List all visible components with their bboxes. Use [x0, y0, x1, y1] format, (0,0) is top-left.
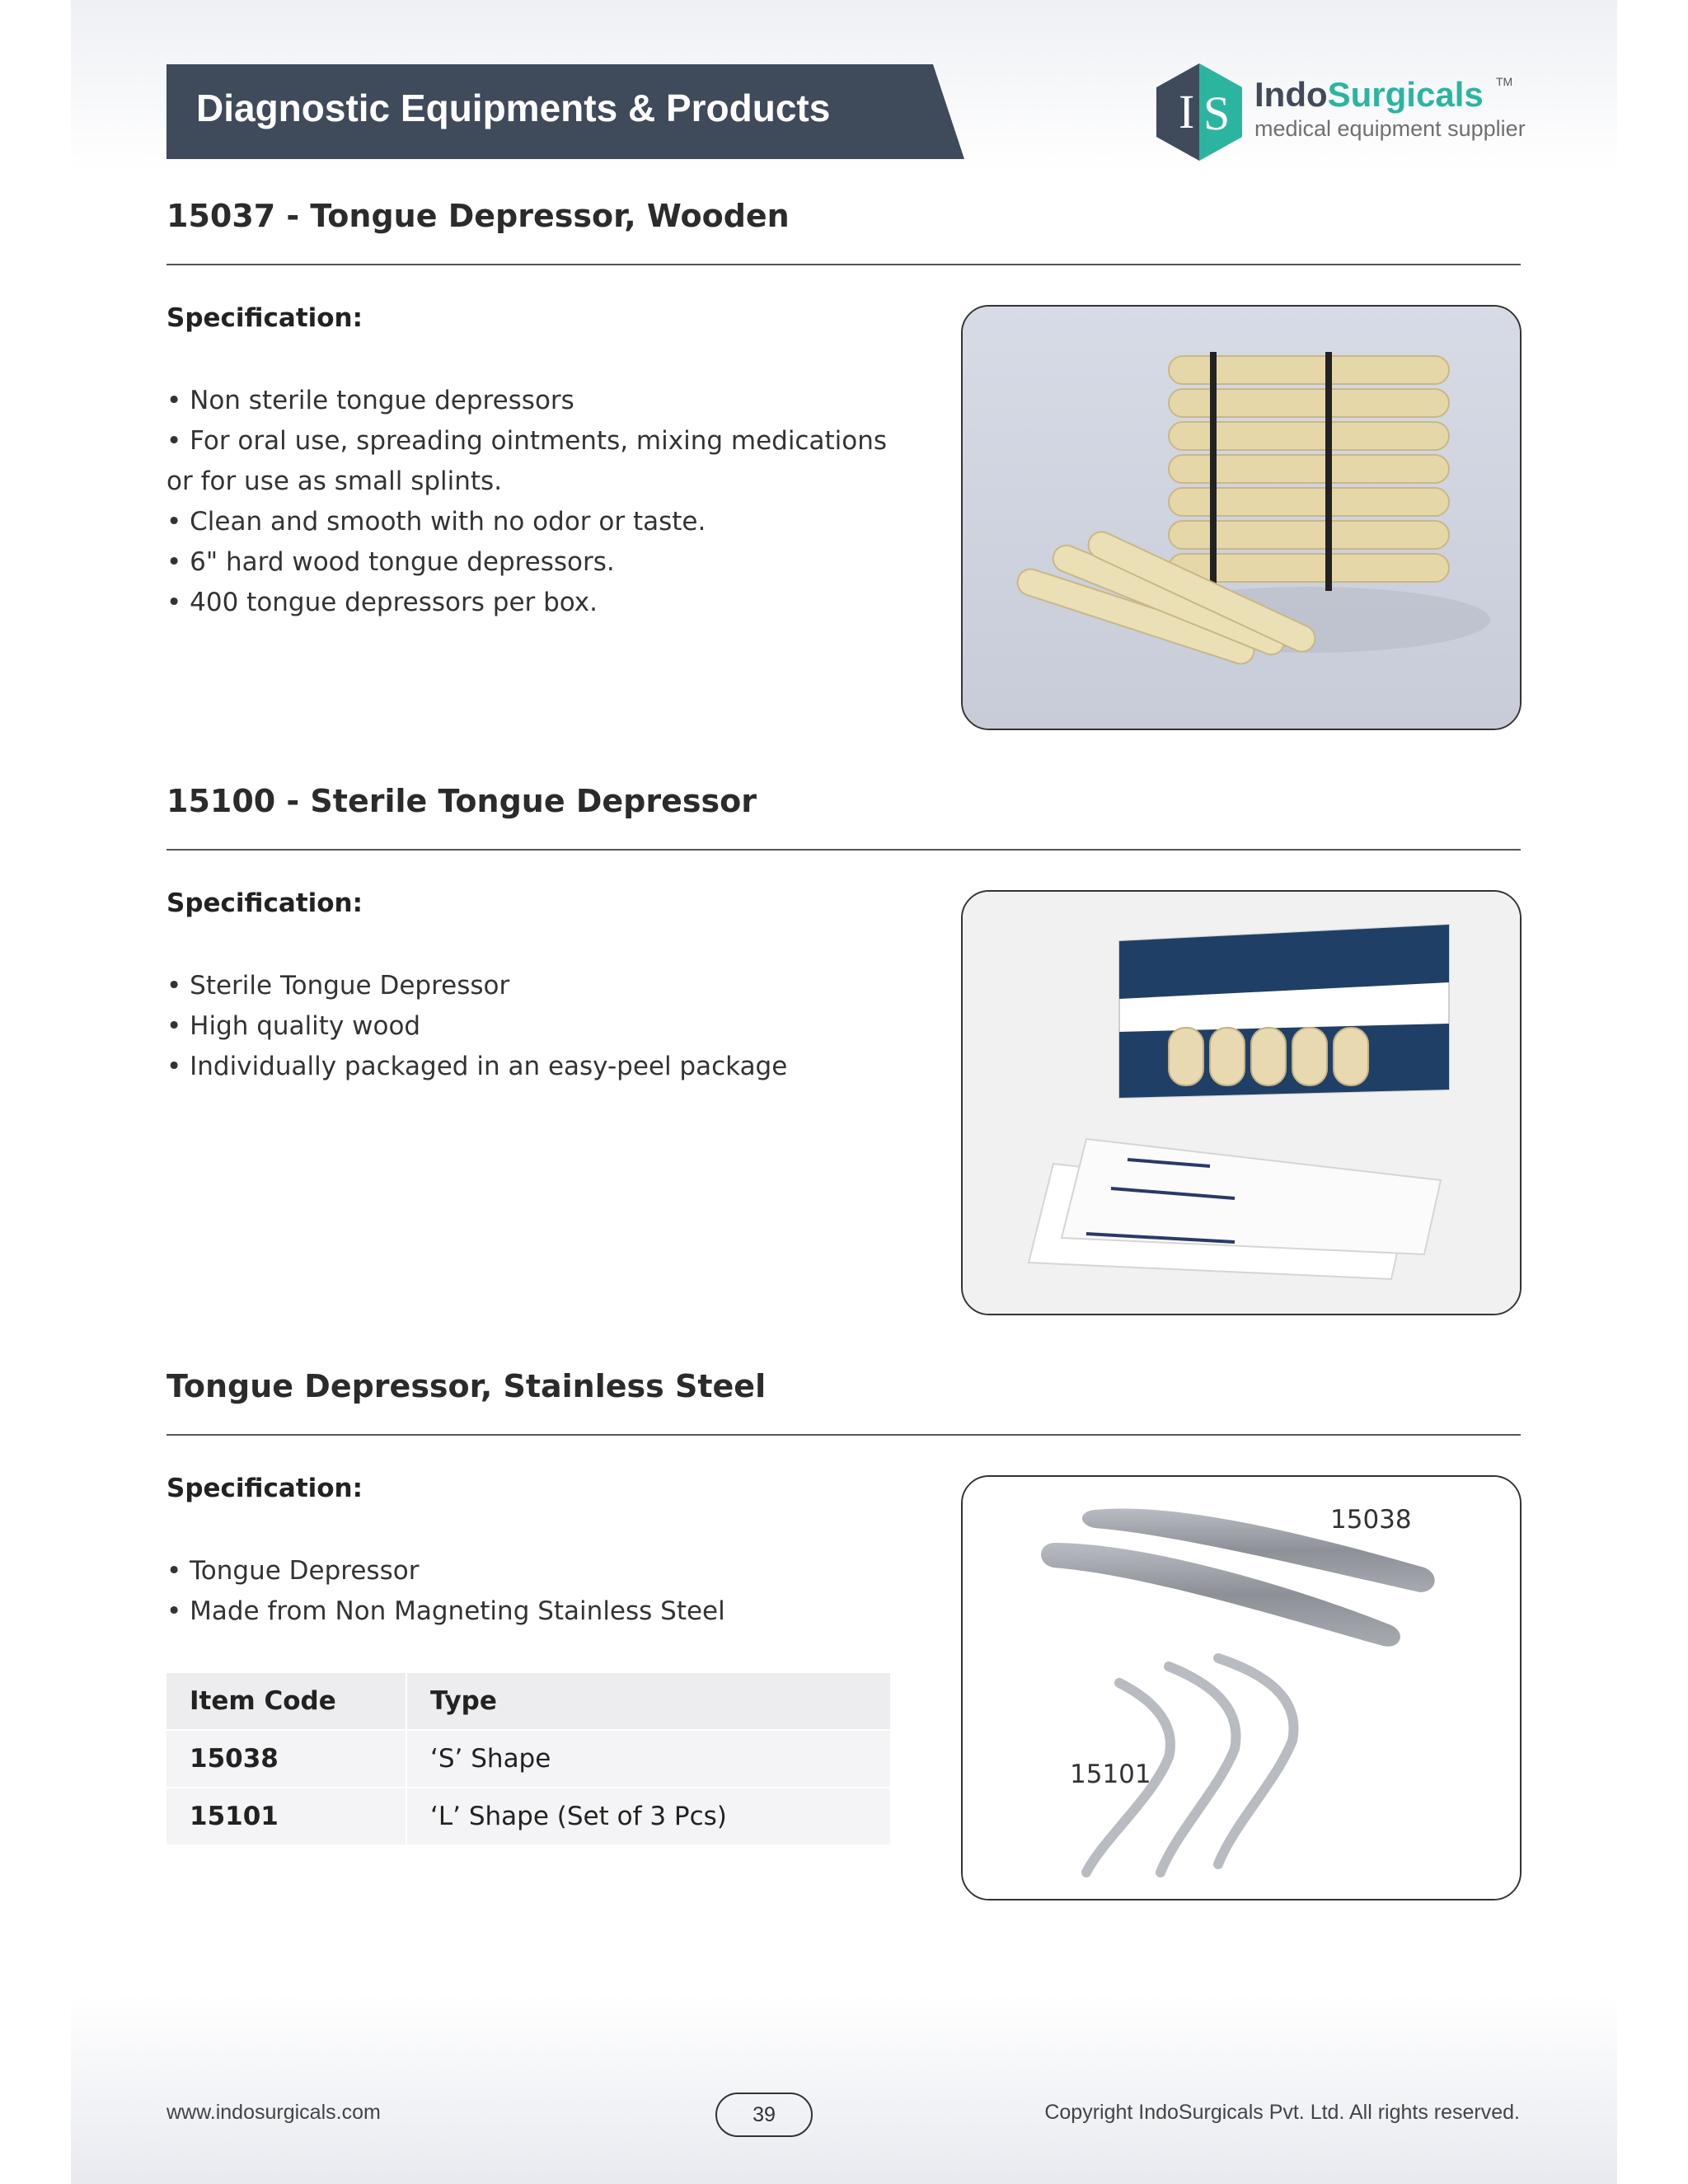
trademark-mark: TM [1496, 75, 1513, 88]
page-number: 39 [715, 2093, 813, 2137]
spec-label: Specification: [166, 303, 363, 333]
section-divider [166, 849, 1521, 851]
section-divider [166, 264, 1521, 265]
copyright-notice: Copyright IndoSurgicals Pvt. Ltd. All rights reserved. [1044, 2101, 1520, 2124]
brand-logo [1154, 62, 1526, 165]
list-item: • 400 tongue depressors per box. [166, 588, 598, 617]
steel-depressors-illustration-icon [963, 1477, 1520, 1899]
callout-label-15038: 15038 [1330, 1505, 1412, 1535]
brand-name-part1: Indo [1254, 75, 1328, 114]
section-title-wooden: 15037 - Tongue Depressor, Wooden [166, 198, 790, 234]
wooden-sticks-illustration-icon [963, 307, 1520, 729]
sterile-tongue-depressor-box-image [961, 890, 1522, 1315]
svg-text:I: I [1179, 85, 1195, 138]
brand-tagline: medical equipment supplier [1254, 116, 1526, 141]
table-header-row [166, 1673, 890, 1730]
list-item: • 6" hard wood tongue depressors. [166, 547, 615, 577]
table-cell-code: 15038 [166, 1730, 406, 1788]
section-divider [166, 1434, 1521, 1436]
list-item: • Clean and smooth with no odor or taste. [166, 507, 706, 537]
table-header-type: Type [406, 1673, 890, 1730]
item-code-table [166, 1673, 890, 1846]
list-item: • Made from Non Magneting Stainless Steel [166, 1596, 725, 1626]
spec-list [166, 1551, 908, 1632]
list-item: • High quality wood [166, 1011, 421, 1041]
callout-label-15101: 15101 [1070, 1760, 1151, 1789]
spec-label: Specification: [166, 1474, 363, 1503]
list-item: • For oral use, spreading ointments, mixing medications or for use as small splints. [166, 426, 888, 496]
wooden-tongue-depressors-image [961, 305, 1522, 730]
sterile-box-illustration-icon [963, 892, 1520, 1314]
table-cell-type: ‘L’ Shape (Set of 3 Pcs) [406, 1788, 890, 1845]
brand-name [1254, 75, 1484, 115]
steel-tongue-depressors-image [961, 1475, 1522, 1900]
spec-list [166, 966, 908, 1087]
section-title-sterile: 15100 - Sterile Tongue Depressor [166, 783, 757, 819]
list-item: • Non sterile tongue depressors [166, 386, 574, 415]
hexagon-logo-icon [1154, 62, 1245, 162]
list-item: • Sterile Tongue Depressor [166, 971, 510, 1001]
svg-text:S: S [1203, 87, 1231, 140]
spec-label: Specification: [166, 888, 363, 918]
table-cell-type: ‘S’ Shape [406, 1730, 890, 1788]
list-item: • Tongue Depressor [166, 1556, 420, 1586]
table-row [166, 1788, 890, 1845]
website-url: www.indosurgicals.com [166, 2101, 381, 2124]
section-title-steel: Tongue Depressor, Stainless Steel [166, 1368, 767, 1404]
table-header-item-code: Item Code [166, 1673, 406, 1730]
spec-list [166, 381, 908, 623]
table-cell-code: 15101 [166, 1788, 406, 1845]
brand-name-part2: Surgicals [1327, 75, 1484, 114]
table-row [166, 1730, 890, 1788]
page-title: Diagnostic Equipments & Products [196, 87, 831, 129]
list-item: • Individually packaged in an easy-peel package [166, 1052, 788, 1081]
